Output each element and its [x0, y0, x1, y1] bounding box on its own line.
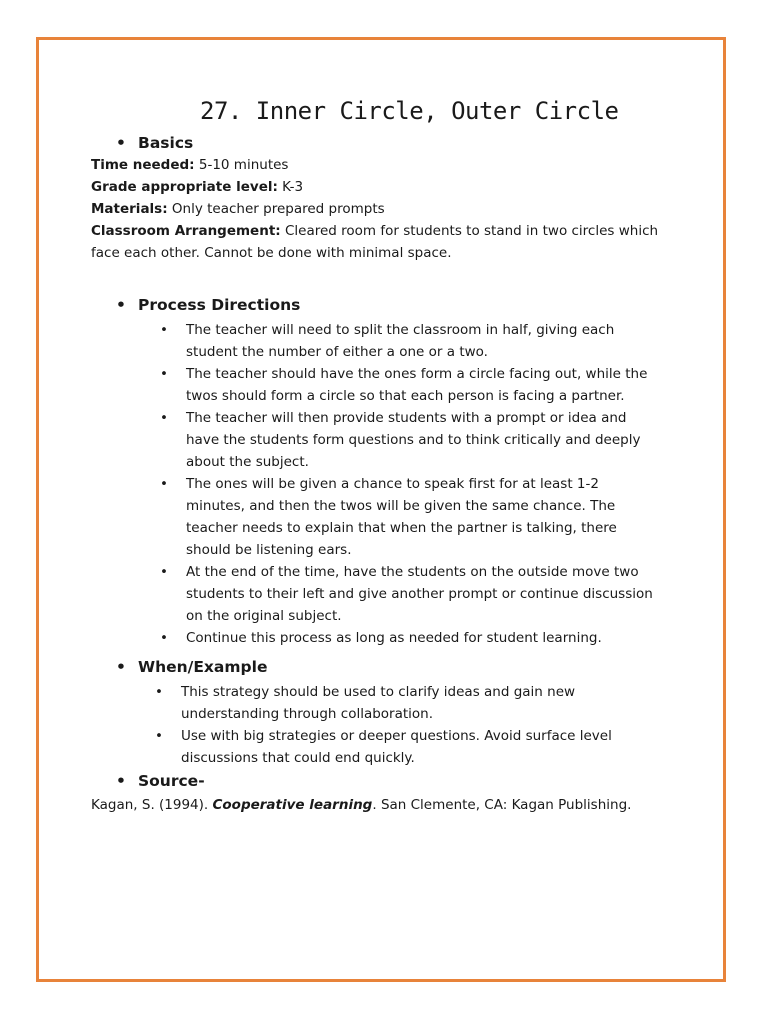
list-item: • The teacher will need to split the classroom in half, giving each student the number of either a one or a two. — [186, 319, 686, 363]
list-item: • The ones will be given a chance to speak first for at least 1-2 minutes, and then the twos will be given the same chance. The teacher needs to explain that when the partner is talking, there should be listening ears. — [186, 473, 686, 561]
citation — [91, 794, 631, 816]
time-needed-value: 5-10 minutes — [194, 157, 289, 173]
arrangement-value: Cleared room for students to stand in two circles which — [280, 223, 659, 239]
bullet-icon: • — [116, 134, 126, 152]
process-list — [160, 319, 686, 649]
section-heading-source: • Source- — [116, 772, 205, 790]
bullet-icon: • — [160, 322, 168, 338]
citation-publisher: . San Clemente, CA: Kagan Publishing. — [372, 797, 632, 813]
section-heading-basics: • Basics — [116, 134, 194, 152]
arrangement-value-2: face each other. Cannot be done with minimal space. — [91, 245, 452, 261]
list-item: • At the end of the time, have the students on the outside move two students to their left and give another prompt or continue discussion on the original subject. — [186, 561, 686, 627]
bullet-icon: • — [160, 564, 168, 580]
bullet-icon: • — [116, 658, 126, 676]
bullet-icon: • — [160, 476, 168, 492]
bullet-icon: • — [160, 630, 168, 646]
citation-author: Kagan, S. (1994). — [91, 797, 213, 813]
section-heading-when: • When/Example — [116, 658, 268, 676]
bullet-icon: • — [116, 296, 126, 314]
time-needed-label: Time needed: — [91, 157, 195, 173]
arrangement-line — [91, 220, 658, 242]
citation-title: Cooperative learning — [212, 797, 373, 813]
page-title: 27. Inner Circle, Outer Circle — [200, 97, 619, 125]
arrangement-line-2 — [91, 242, 452, 264]
list-item: • The teacher will then provide students with a prompt or idea and have the students form questions and to think critically and deeply about the subject. — [186, 407, 686, 473]
grade-level-value: K-3 — [277, 179, 304, 195]
materials-value: Only teacher prepared prompts — [167, 201, 385, 217]
section-heading-process: • Process Directions — [116, 296, 301, 314]
materials-label: Materials: — [91, 201, 168, 217]
list-item: • The teacher should have the ones form a circle facing out, while the twos should form a circle so that each person is facing a partner. — [186, 363, 686, 407]
arrangement-label: Classroom Arrangement: — [91, 223, 281, 239]
grade-level-label: Grade appropriate level: — [91, 179, 278, 195]
materials-line — [91, 198, 385, 220]
list-item: • Use with big strategies or deeper questions. Avoid surface level discussions that could end quickly. — [181, 725, 681, 769]
grade-level-line — [91, 176, 303, 198]
bullet-icon: • — [160, 366, 168, 382]
bullet-icon: • — [116, 772, 126, 790]
time-needed-line — [91, 154, 288, 176]
bullet-icon: • — [160, 410, 168, 426]
list-item: • This strategy should be used to clarify ideas and gain new understanding through collaboration. — [181, 681, 681, 725]
list-item: • Continue this process as long as needed for student learning. — [186, 627, 686, 649]
bullet-icon: • — [155, 684, 163, 700]
when-list — [155, 681, 681, 769]
bullet-icon: • — [155, 728, 163, 744]
